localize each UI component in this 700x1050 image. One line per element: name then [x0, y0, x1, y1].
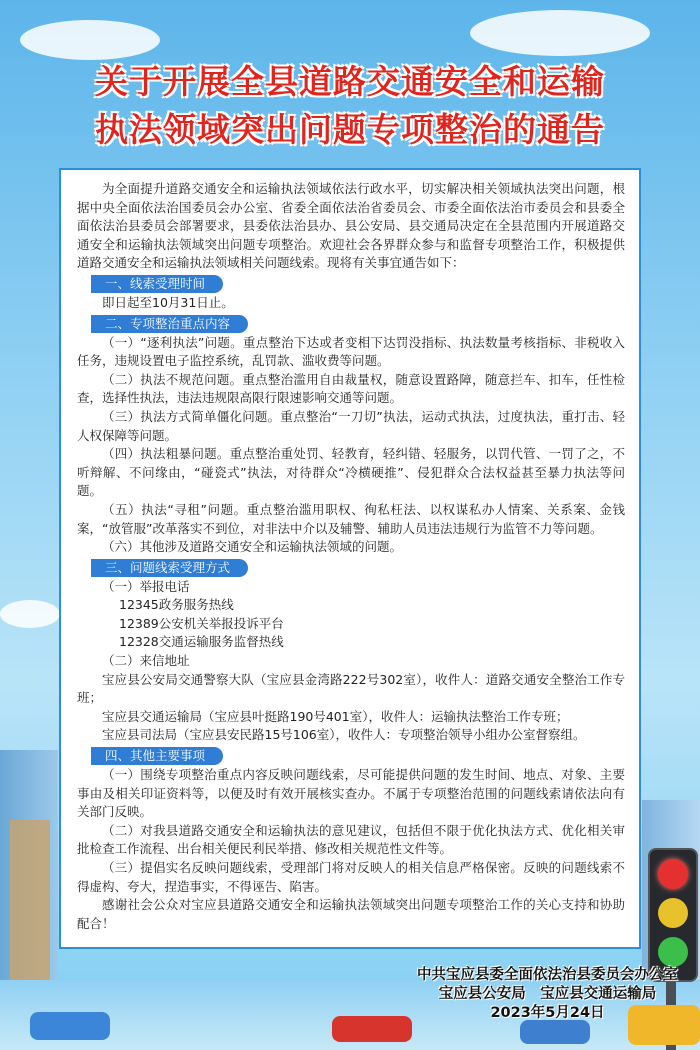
section-2-item-6: （六）其他涉及道路交通安全和运输执法领域的问题。	[102, 539, 403, 555]
traffic-light-icon	[648, 848, 698, 982]
section-heading-2: 二、专项整治重点内容	[91, 315, 248, 333]
cloud-decoration	[470, 10, 650, 56]
section-heading-4: 四、其他主要事项	[91, 747, 223, 765]
title-line-2: 执法领域突出问题专项整治的通告	[95, 110, 605, 149]
section-2-item-4: （四）执法粗暴问题。重点整治重处罚、轻教育，轻纠错、轻服务，以罚代管、一罚了之，不听辩解、不问缘由，“碰瓷式”执法，对待群众“冷横硬推”、侵犯群众合法权益甚至暴力执法等问题。	[77, 446, 625, 499]
cloud-decoration	[20, 20, 160, 60]
green-lamp-icon	[658, 937, 688, 967]
hotline-item: 12345政务服务热线	[119, 597, 234, 613]
issuer-signature	[417, 966, 678, 1023]
hotline-item: 12389公安机关举报投诉平台	[119, 615, 284, 631]
section-heading-1: 一、线索受理时间	[91, 275, 223, 293]
section-2-item-2: （二）执法不规范问题。重点整治滥用自由裁量权，随意设置路障，随意拦车、扣车，任性检查，选择性执法，违法违规限高限行限速影响交通等问题。	[77, 371, 625, 406]
section-4-item-1: （一）围绕专项整治重点内容反映问题线索，尽可能提供问题的发生时间、地点、对象、主要事由及相关印证资料等，以便及时有效开展核实查办。不属于专项整治范围的问题线索请依法向有关部门反映。	[77, 767, 625, 820]
mail-address-label: （二）来信地址	[102, 653, 190, 669]
issuer-org-1: 中共宝应县委全面依法治县委员会办公室	[417, 967, 678, 983]
intro-paragraph: 为全面提升道路交通安全和运输执法领域依法行政水平，切实解决相关领域执法突出问题，根据中央全面依法治国委员会办公室、省委全面依法治省委员会、市委全面依法治市委员会和县委全面依法治县委员会部署要求，县委依法治县办、县公安局、县交通局决定在全县范围内开展道路交通安全和运输执法领域突出问题专项整治。欢迎社会各界群众参与和监督专项整治工作，积极提供道路交通安全和运输执法领域相关问题线索。现将有关事宜通告如下：	[77, 181, 625, 271]
closing-thanks: 感谢社会公众对宝应县道路交通安全和运输执法领域突出问题专项整治工作的关心支持和协助配合！	[77, 897, 625, 931]
title-line-1: 关于开展全县道路交通安全和运输	[95, 62, 605, 101]
section-4-item-2: （二）对我县道路交通安全和运输执法的意见建议，包括但不限于优化执法方式、优化相关审批检查工作流程、出台相关便民利民举措、修改相关规范性文件等。	[77, 822, 625, 857]
yellow-lamp-icon	[658, 898, 688, 928]
cloud-decoration	[0, 600, 60, 628]
blue-car-icon	[30, 1012, 110, 1040]
address-item: 宝应县交通运输局（宝应县叶挺路190号401室），收件人：运输执法整治工作专班；	[102, 708, 569, 724]
address-item: 宝应县司法局（宝应县安民路15号106室），收件人：专项整治领导小组办公室督察组。	[102, 727, 586, 743]
hotline-item: 12328交通运输服务监督热线	[119, 634, 284, 650]
section-2-item-3: （三）执法方式简单僵化问题。重点整治“一刀切”执法，运动式执法，过度执法，重打击、轻人权保障等问题。	[77, 408, 625, 443]
section-4-item-3: （三）提倡实名反映问题线索，受理部门将对反映人的相关信息严格保密。反映的问题线索不得虚构、夸大，捏造事实，不得诬告、陷害。	[77, 860, 625, 894]
section-2-item-5: （五）执法“寻租”问题。重点整治滥用职权、徇私枉法、以权谋私办人情案、关系案、金钱案，“放管服”改革落实不到位，对非法中介以及辅警、辅助人员违法违规行为监管不力等问题。	[77, 501, 625, 536]
report-phone-label: （一）举报电话	[102, 578, 190, 594]
issue-date: 2023年5月24日	[490, 1005, 605, 1021]
notice-panel	[59, 168, 641, 949]
address-item: 宝应县公安局交通警察大队（宝应县金湾路222号302室），收件人：道路交通安全整治工作专班；	[77, 671, 625, 706]
notice-title	[0, 58, 700, 154]
blue-car-icon	[520, 1020, 590, 1044]
red-lamp-icon	[658, 859, 688, 889]
section-heading-3: 三、问题线索受理方式	[91, 559, 248, 577]
section-1-text: 即日起至10月31日止。	[102, 294, 234, 310]
issuer-org-2: 宝应县公安局 宝应县交通运输局	[438, 986, 657, 1002]
section-2-item-1: （一）“逐利执法”问题。重点整治下达或者变相下达罚没指标、执法数量考核指标、非税收入任务，违规设置电子监控系统，乱罚款、滥收费等问题。	[77, 334, 625, 369]
red-car-icon	[332, 1016, 412, 1042]
